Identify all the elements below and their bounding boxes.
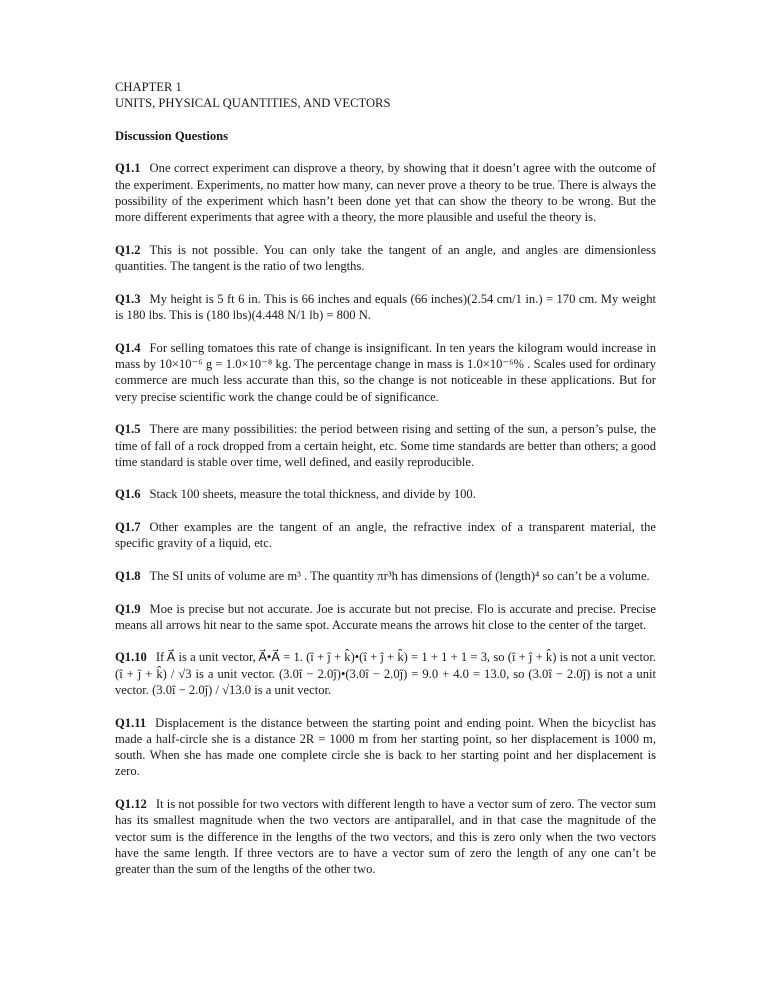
question-q1-3: [115, 291, 656, 324]
question-q1-10: [115, 649, 656, 698]
question-q1-12: [115, 796, 656, 877]
question-text: One correct experiment can disprove a theory, by showing that it doesn’t agree with the outcome of the experiment. Experiments, no matter how many, can never prove a theory to be true. There is always the possibility of the experiment which hasn’t been done yet that can show the theory to be wrong. But the more different experiments that agree with a theory, the more plausible and useful the theory is.: [115, 161, 656, 225]
question-label: Q1.4: [115, 340, 141, 355]
question-text: For selling tomatoes this rate of change is insignificant. In ten years the kilogram would increase in mass by 10×10⁻⁶ g = 1.0×10⁻⁸ kg. The percentage change in mass is 1.0×10⁻⁶% . Scales used for ordinary commerce are much less accurate than this, so the change is not noticeable in these applications. But for very precise scientific work the change could be of significance.: [115, 340, 656, 404]
section-title: Discussion Questions: [115, 128, 229, 143]
question-q1-11: [115, 715, 656, 780]
question-text: Other examples are the tangent of an angle, the refractive index of a transparent material, the specific gravity of a liquid, etc.: [115, 520, 656, 551]
question-text: This is not possible. You can only take the tangent of an angle, and angles are dimensionless quantities. The tangent is the ratio of two lengths.: [115, 242, 656, 274]
question-q1-7: [115, 519, 656, 552]
question-label: Q1.8: [115, 568, 141, 583]
question-label: Q1.9: [115, 601, 141, 616]
chapter-title: UNITS, PHYSICAL QUANTITIES, AND VECTORS: [115, 96, 391, 111]
question-text: If A⃗ is a unit vector, A⃗•A⃗ = 1. (î + ĵ + k̂)•(î + ĵ + k̂) = 1 + 1 + 1 = 3, so (î + ĵ + k̂) is not a unit vector. (î + ĵ + k̂) / √3 is a unit vector. (3.0î − 2.0ĵ)•(3.0î − 2.0ĵ) = 9.0 + 4.0 = 13.0, so (3.0î − 2.0ĵ) is not a unit vector. (3.0î − 2.0ĵ) / √13.0 is a unit vector.: [115, 650, 656, 697]
question-label: Q1.10: [115, 650, 147, 665]
question-label: Q1.12: [115, 797, 147, 812]
question-text: There are many possibilities: the period between rising and setting of the sun, a person’s pulse, the time of fall of a rock dropped from a certain height, etc. Some time standards are better than others; a good time standard is stable over time, well defined, and easily reproducible.: [115, 422, 656, 469]
chapter-header: [115, 79, 656, 112]
question-q1-9: [115, 601, 656, 634]
question-label: Q1.3: [115, 291, 141, 306]
question-q1-4: [115, 340, 656, 405]
question-q1-5: [115, 421, 656, 470]
question-label: Q1.5: [115, 422, 141, 437]
chapter-number: CHAPTER 1: [115, 80, 182, 94]
question-label: Q1.7: [115, 520, 141, 535]
question-q1-6: [115, 486, 656, 502]
question-text: Displacement is the distance between the starting point and ending point. When the bicyclist has made a half-circle she is a distance 2R = 1000 m from her starting point, so her displacement is 1000 m, south. When she has made one complete circle she is back to her starting point and her displacement is zero.: [115, 715, 656, 779]
question-text: Stack 100 sheets, measure the total thickness, and divide by 100.: [149, 487, 476, 502]
question-q1-8: [115, 568, 656, 584]
question-label: Q1.2: [115, 242, 141, 257]
question-q1-2: [115, 242, 656, 275]
question-text: My height is 5 ft 6 in. This is 66 inches and equals (66 inches)(2.54 cm/1 in.) = 170 cm. My weight is 180 lbs. This is (180 lbs)(4.448 N/1 lb) = 800 N.: [115, 291, 656, 323]
question-text: Moe is precise but not accurate. Joe is accurate but not precise. Flo is accurate and precise. Precise means all arrows hit near to the same spot. Accurate means the arrows hit close to the center of the target.: [115, 601, 656, 632]
question-text: The SI units of volume are m³ . The quantity πr³h has dimensions of (length)⁴ so can’t be a volume.: [149, 568, 650, 583]
question-label: Q1.1: [115, 161, 141, 176]
question-label: Q1.11: [115, 715, 147, 730]
question-text: It is not possible for two vectors with different length to have a vector sum of zero. The vector sum has its smallest magnitude when the two vectors are antiparallel, and in that case the magnitude of the vector sum is the difference in the lengths of the two vectors, and this is zero only when the two vectors have the same length. If three vectors are to have a vector sum of zero the length of any one can’t be greater than the sum of the lengths of the other two.: [115, 797, 656, 877]
question-q1-1: [115, 160, 656, 225]
question-label: Q1.6: [115, 487, 141, 502]
